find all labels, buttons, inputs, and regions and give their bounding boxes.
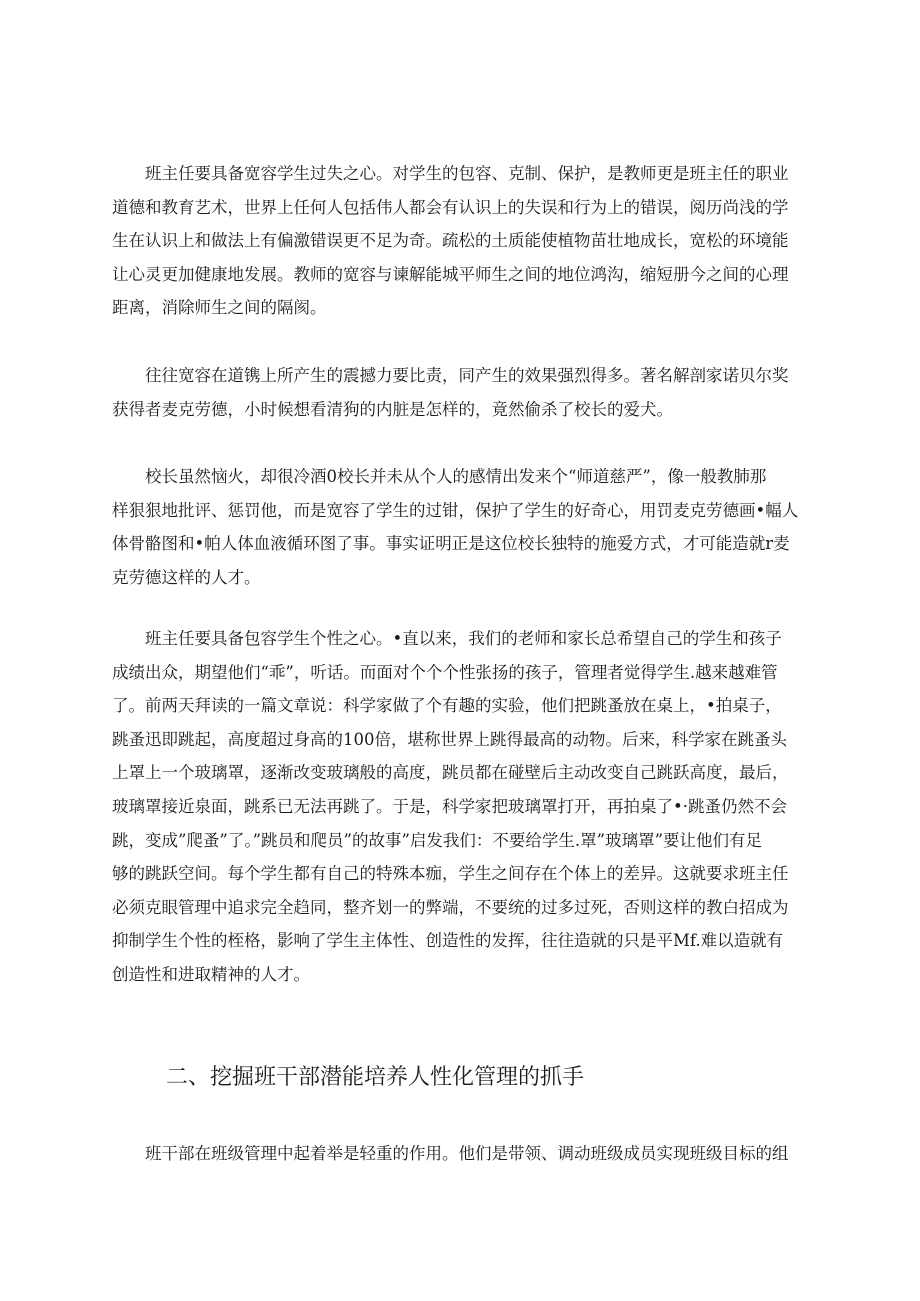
section-heading: 二、挖掘班干部潜能培养人性化管理的抓手: [166, 1065, 585, 1090]
paragraph-principal-story: 校长虽然恼火，却很冷酒0校长并未从个人的感情出发来个“师道慈严”，像一般教肺那 样狠狠地批评、惩罚他，而是宽容了学生的过钳，保护了学生的好奇心，用罚麦克劳德画•幅人 体骨骼图和•帕人体血液循环图了事。事实证明正是这位校长独特的施爱方式，才可能造就r麦 克劳德这样的人才。: [112, 467, 799, 587]
paragraph-class-cadres: 班干部在班级管理中起着举是轻重的作用。他们是带领、调动班级成员实现班级目标的组: [145, 1144, 789, 1163]
paragraph-tolerance-personality: 班主任要具备包容学生个性之心。•直以来，我们的老师和家长总希望自己的学生和孩子 成绩出众，期望他们“乖”，听话。而面对个个个性张扬的孩子，管理者觉得学生.越来越难管 了。前两天拜读的一篇文章说：科学家做了个有趣的实验，他们把跳蚤放在桌上，•拍桌子， 跳蚤迅即跳起，高度超过身高的100倍，堪称世界上跳得最高的动物。后来，科学家在跳蚤头 上罩上一个玻璃罩，逐渐改变玻璃般的高度，跳员都在碰壁后主动改变自己跳跃高度，最后， 玻璃罩接近泉面，跳系已无法再跳了。于是，科学家把玻璃罩打开，再拍桌了•·跳蚤仍然不会 跳，变成”爬蚤”了。”跳员和爬员”的故事”启发我们：不要给学生.罩”玻璃罩”要让他们有足 够的跳跃空间。每个学生都有自己的特殊本痂，学生之间存在个体上的差异。这就要求班主任 必须克眼管理中追求完全趋同，整齐划一的弊端，不要统的过多过死，否则这样的教白招成为 抑制学生个性的桎格，影响了学生主体性、创造性的发挥，往往造就的只是平Mf.难以造就有 创造性和进取精神的人才。: [112, 629, 789, 984]
paragraph-tolerance-impact: 往往宽容在道镌上所产生的震撼力要比责，同产生的效果强烈得多。著名解剖家诺贝尔奖 获得者麦克劳德，小时候想看清狗的内脏是怎样的，竟然偷杀了校长的爱犬。: [112, 366, 789, 419]
paragraph-tolerance-mistakes: 班主任要具备宽容学生过失之心。对学生的包容、克制、保护，是教师更是班主任的职业 道德和教育艺术，世界上任何人包括伟人都会有认识上的失误和行为上的错误，阅历尚浅的学 生在认识上和做法上有偏激错误更不足为奇。疏松的土质能使植物苗壮地成长，宽松的环境能 让心灵更加健康地发展。教师的宽容与谏解能城平师生之间的地位鸿沟，缩短册今之间的心理 距离，消除师生之间的隔阂。: [112, 164, 789, 318]
